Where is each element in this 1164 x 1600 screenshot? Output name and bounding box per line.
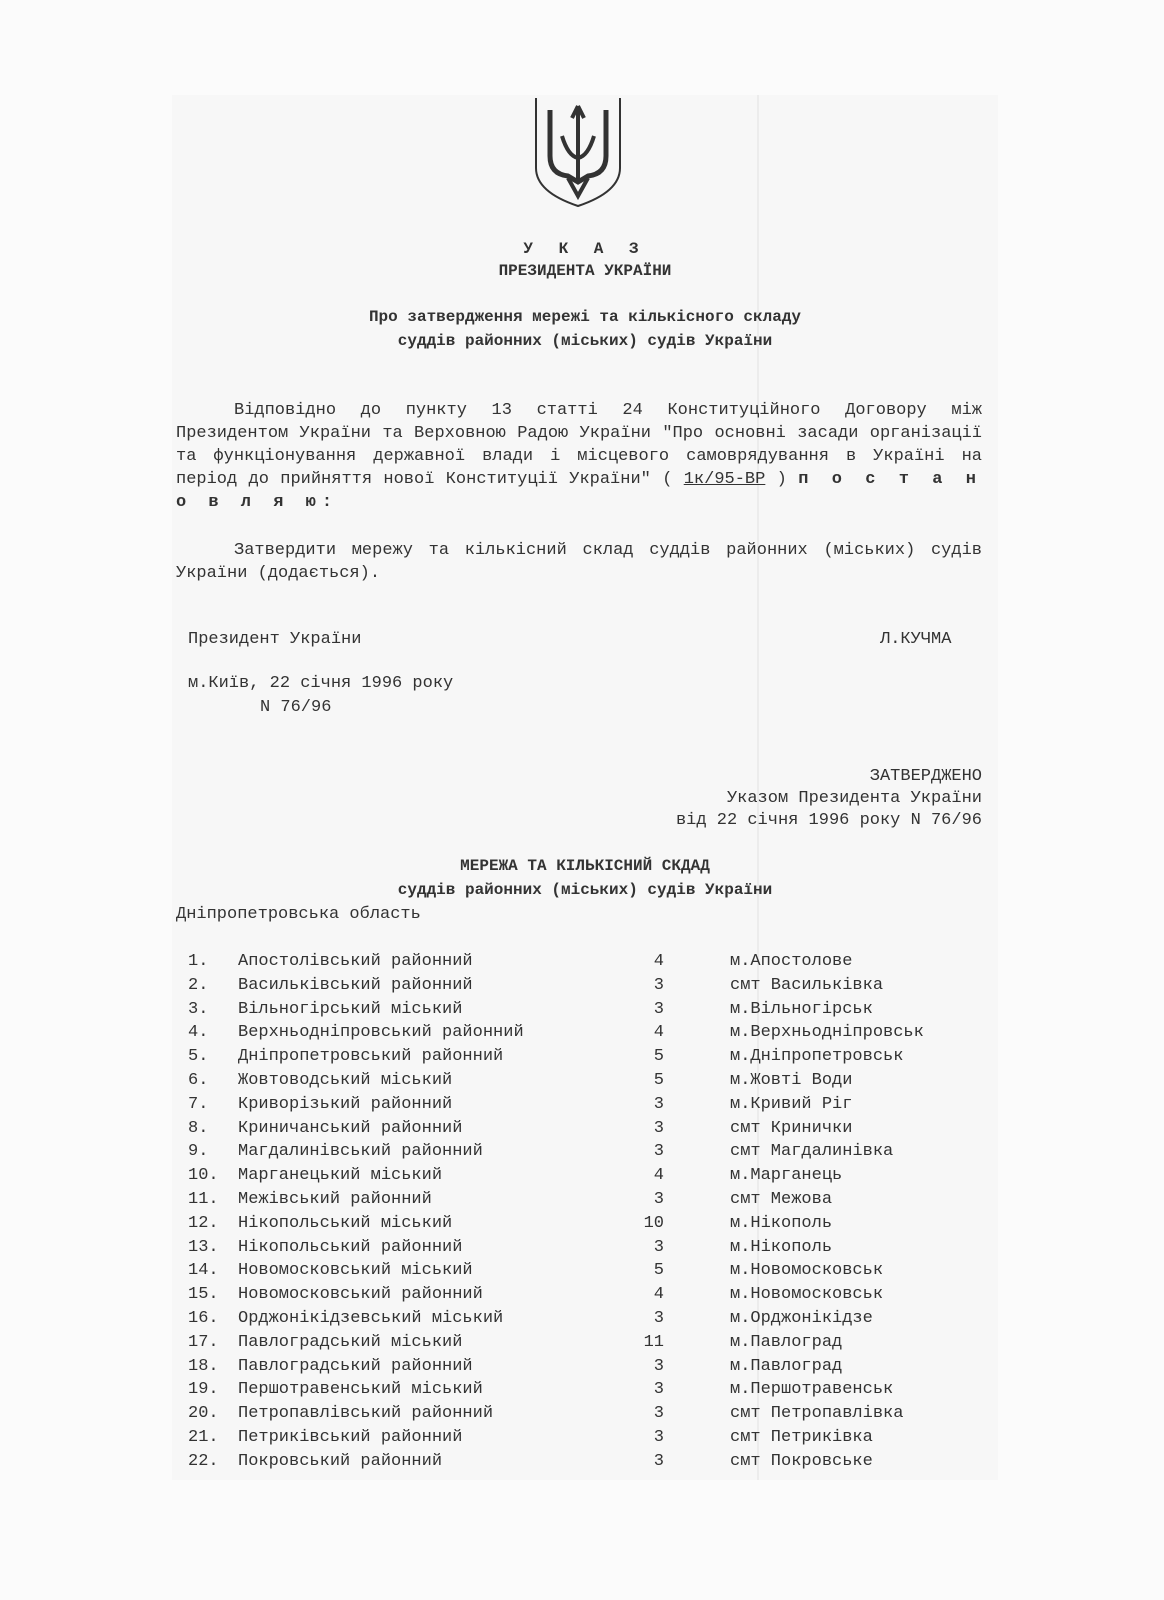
judge-count: 5 xyxy=(653,1070,664,1090)
court-seat: м.Новомосковськ xyxy=(730,1285,884,1305)
court-name: Нікопольський районний xyxy=(238,1237,463,1257)
courts-table xyxy=(176,952,996,1476)
row-number: 19. xyxy=(188,1380,219,1400)
court-name: Магдалинівський районний xyxy=(238,1142,483,1162)
row-number: 17. xyxy=(188,1332,219,1352)
court-name: Павлоградський міський xyxy=(238,1332,463,1352)
court-seat: м.Вільногірськ xyxy=(730,999,873,1019)
row-number: 2. xyxy=(188,975,209,995)
court-name: Апостолівський районний xyxy=(238,952,473,971)
row-number: 20. xyxy=(188,1404,219,1424)
court-name: Криворізький районний xyxy=(238,1094,453,1114)
table-row xyxy=(176,1238,996,1262)
court-seat: м.Нікополь xyxy=(730,1213,833,1233)
judge-count: 3 xyxy=(653,1142,664,1162)
resolution-text: Затвердити мережу та кількісний склад суддів районних (міських) судів України (додається). xyxy=(176,541,982,583)
court-seat: м.Верхньодніпровськ xyxy=(730,1023,924,1043)
judge-count: 3 xyxy=(653,999,664,1019)
approval-by: Указом Президента України xyxy=(726,789,982,808)
court-name: Верхньодніпровський районний xyxy=(238,1023,524,1043)
court-name: Вільногірський міський xyxy=(238,999,463,1019)
table-row xyxy=(176,1357,996,1381)
judge-count: 3 xyxy=(653,1404,664,1424)
court-seat: смт Кринички xyxy=(730,1118,853,1138)
court-name: Новомосковський міський xyxy=(238,1261,473,1281)
judge-count: 3 xyxy=(653,1356,664,1376)
judge-count: 5 xyxy=(653,1047,664,1067)
row-number: 14. xyxy=(188,1261,219,1281)
resolution-paragraph xyxy=(176,539,982,585)
court-seat: м.Нікополь xyxy=(730,1237,833,1257)
court-name: Покровський районний xyxy=(238,1451,443,1471)
row-number: 7. xyxy=(188,1094,209,1114)
court-seat: м.Марганець xyxy=(730,1166,843,1186)
decree-issuer: ПРЕЗИДЕНТА УКРАЇНИ xyxy=(498,262,672,280)
court-seat: м.Дніпропетровськ xyxy=(730,1047,904,1067)
judge-count: 3 xyxy=(653,1308,664,1328)
region-heading: Дніпропетровська область xyxy=(176,905,421,924)
judge-count: 3 xyxy=(653,1451,664,1471)
table-row xyxy=(176,952,996,976)
table-row xyxy=(176,1023,996,1047)
signatory-position: Президент України xyxy=(188,630,362,649)
row-number: 8. xyxy=(188,1118,209,1138)
row-number: 10. xyxy=(188,1166,219,1186)
court-seat: м.Першотравенськ xyxy=(730,1380,894,1400)
court-name: Павлоградський районний xyxy=(238,1356,473,1376)
row-number: 9. xyxy=(188,1142,209,1162)
court-name: Петропавлівський районний xyxy=(238,1404,494,1424)
court-name: Новомосковський районний xyxy=(238,1285,483,1305)
table-row xyxy=(176,1095,996,1119)
table-row xyxy=(176,1428,996,1452)
row-number: 4. xyxy=(188,1023,209,1043)
court-seat: смт Петропавлівка xyxy=(730,1404,904,1424)
court-seat: м.Павлоград xyxy=(730,1356,843,1376)
court-seat: смт Магдалинівка xyxy=(730,1142,894,1162)
judge-count: 4 xyxy=(653,952,664,971)
judge-count: 3 xyxy=(653,1189,664,1209)
court-seat: м.Новомосковськ xyxy=(730,1261,884,1281)
row-number: 22. xyxy=(188,1451,219,1471)
row-number: 5. xyxy=(188,1047,209,1067)
court-name: Першотравенський міський xyxy=(238,1380,483,1400)
court-name: Криничанський районний xyxy=(238,1118,463,1138)
table-row xyxy=(176,976,996,1000)
preamble-close: ) xyxy=(776,470,787,489)
judge-count: 10 xyxy=(643,1213,664,1233)
judge-count: 3 xyxy=(653,1380,664,1400)
court-name: Васильківський районний xyxy=(238,975,473,995)
decree-word: п о с т а н о в л я ю: xyxy=(176,470,983,512)
court-name: Нікопольський міський xyxy=(238,1213,453,1233)
decree-number: N 76/96 xyxy=(260,698,332,717)
row-number: 6. xyxy=(188,1070,209,1090)
signatory-name: Л.КУЧМА xyxy=(880,630,952,649)
table-row xyxy=(176,1404,996,1428)
preamble-paragraph xyxy=(176,399,982,514)
court-seat: м.Кривий Ріг xyxy=(730,1094,853,1114)
judge-count: 5 xyxy=(653,1261,664,1281)
row-number: 1. xyxy=(188,952,209,971)
table-row xyxy=(176,1071,996,1095)
judge-count: 3 xyxy=(653,1427,664,1447)
court-seat: м.Орджонікідзе xyxy=(730,1308,873,1328)
judge-count: 4 xyxy=(653,1166,664,1186)
court-seat: м.Апостолове xyxy=(730,952,853,971)
court-seat: м.Жовті Води xyxy=(730,1070,853,1090)
decree-subject-line1: Про затвердження мережі та кількісного складу xyxy=(368,308,802,326)
table-row xyxy=(176,1119,996,1143)
judge-count: 3 xyxy=(653,1118,664,1138)
annex-title: МЕРЕЖА ТА КІЛЬКІСНИЙ СКДАД xyxy=(460,857,710,875)
place-date: м.Київ, 22 січня 1996 року xyxy=(188,674,454,693)
table-row xyxy=(176,1000,996,1024)
judge-count: 3 xyxy=(653,1237,664,1257)
court-name: Жовтоводський міський xyxy=(238,1070,453,1090)
judge-count: 3 xyxy=(653,1094,664,1114)
approval-stamp: ЗАТВЕРДЖЕНО xyxy=(869,767,982,786)
court-name: Дніпропетровський районний xyxy=(238,1047,504,1067)
constitutional-agreement-link[interactable]: 1к/95-ВР xyxy=(683,470,766,489)
table-row xyxy=(176,1142,996,1166)
row-number: 16. xyxy=(188,1308,219,1328)
court-seat: смт Петриківка xyxy=(730,1427,873,1447)
decree-title: У К А З xyxy=(523,240,647,258)
trident-emblem-icon xyxy=(532,96,624,208)
row-number: 11. xyxy=(188,1189,219,1209)
table-row xyxy=(176,1380,996,1404)
row-number: 21. xyxy=(188,1427,219,1447)
table-row xyxy=(176,1261,996,1285)
judge-count: 4 xyxy=(653,1023,664,1043)
judge-count: 3 xyxy=(653,975,664,995)
court-name: Марганецький міський xyxy=(238,1166,443,1186)
row-number: 12. xyxy=(188,1213,219,1233)
table-row xyxy=(176,1285,996,1309)
court-seat: м.Павлоград xyxy=(730,1332,843,1352)
row-number: 13. xyxy=(188,1237,219,1257)
judge-count: 4 xyxy=(653,1285,664,1305)
approval-date: від 22 січня 1996 року N 76/96 xyxy=(675,811,982,830)
row-number: 15. xyxy=(188,1285,219,1305)
table-row xyxy=(176,1166,996,1190)
table-row xyxy=(176,1452,996,1476)
row-number: 18. xyxy=(188,1356,219,1376)
court-name: Межівський районний xyxy=(238,1189,432,1209)
table-row xyxy=(176,1309,996,1333)
row-number: 3. xyxy=(188,999,209,1019)
court-name: Петриківський районний xyxy=(238,1427,463,1447)
annex-subtitle: суддів районних (міських) судів України xyxy=(397,881,773,899)
court-seat: смт Покровське xyxy=(730,1451,873,1471)
table-row xyxy=(176,1214,996,1238)
decree-subject-line2: суддів районних (міських) судів України xyxy=(397,332,773,350)
preamble-text: Відповідно до пункту 13 статті 24 Конституційного Договору між Президентом України та Верховною Радою України "Про основні засади організації та функціонування державної влади і місцевого самоврядування в Україні на період до прийняття нової Конституції України" ( xyxy=(176,401,982,489)
court-seat: смт Васильківка xyxy=(730,975,884,995)
table-row xyxy=(176,1190,996,1214)
judge-count: 11 xyxy=(643,1332,664,1352)
court-name: Орджонікідзевський міський xyxy=(238,1308,504,1328)
table-row xyxy=(176,1047,996,1071)
table-row xyxy=(176,1333,996,1357)
court-seat: смт Межова xyxy=(730,1189,833,1209)
